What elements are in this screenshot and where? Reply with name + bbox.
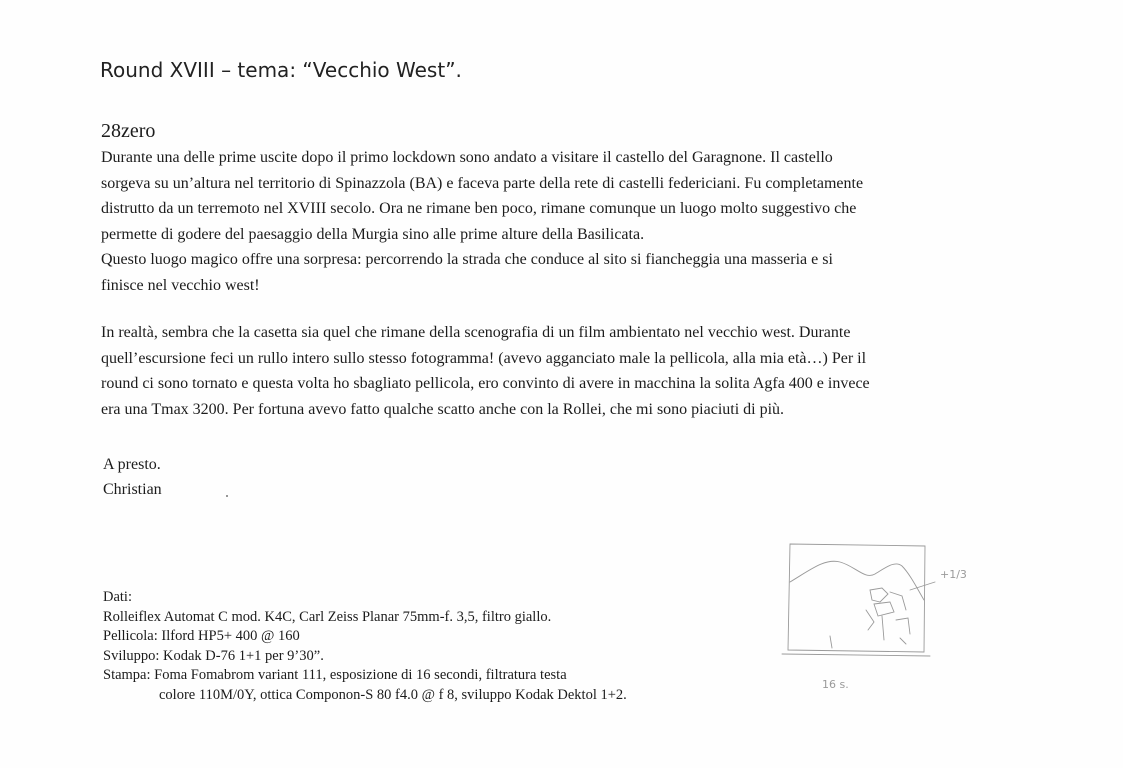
dati-camera: Rolleiflex Automat C mod. K4C, Carl Zeiss Planar 75mm-f. 3,5, filtro giallo. [103,608,552,625]
paragraph-line: finisce nel vecchio west! [101,276,260,294]
paragraph-line: permette di godere del paesaggio della Murgia sino alle prime alture della Basilicata. [101,225,645,243]
dati-development: Sviluppo: Kodak D-76 1+1 per 9’30”. [103,647,324,664]
paragraph-1 [101,145,1036,298]
paragraph-line: era una Tmax 3200. Per fortuna avevo fatto qualche scatto anche con la Rollei, che mi sono piaciuti di più. [101,400,785,418]
paragraph-line: In realtà, sembra che la casetta sia quel che rimane della scenografia di un film ambientato nel vecchio west. Durante [101,324,851,341]
sketch-side-note: +1/3 [940,568,967,581]
paragraph-line: Questo luogo magico offre una sorpresa: percorrendo la strada che conduce al sito si fiancheggia una masseria e si [101,251,833,268]
sketch-bottom-note: 16 s. [822,678,849,691]
page-title: Round XVIII – tema: “Vecchio West”. [100,58,462,82]
paragraph-line: Durante una delle prime uscite dopo il primo lockdown sono andato a visitare il castello del Garagnone. Il castello [101,149,833,166]
paragraph-line: distrutto da un terremoto nel XVIII secolo. Ora ne rimane ben poco, rimane comunque un luogo molto suggestivo che [101,200,857,217]
author-name: 28zero [101,120,156,142]
dati-print: Stampa: Foma Fomabrom variant 111, esposizione di 16 secondi, filtratura testa [103,667,567,683]
technical-data [103,588,627,705]
dati-film: Pellicola: Ilford HP5+ 400 @ 160 [103,628,300,644]
paragraph-2 [101,320,1036,422]
scan-speck [226,495,228,497]
paragraph-line: round ci sono tornato e questa volta ho sbagliato pellicola, ero convinto di avere in macchina la solita Agfa 400 e invece [101,375,870,392]
paragraph-line: quell’escursione feci un rullo intero sullo stesso fotogramma! (avevo agganciato male la pellicola, alla mia età…) Per il [101,349,867,367]
closing-greeting: A presto. [103,456,161,473]
paragraph-line: sorgeva su un’altura nel territorio di Spinazzola (BA) e faceva parte della rete di castelli federiciani. Fu completamente [101,174,864,192]
signature-name: Christian [103,481,162,498]
pencil-print-sketch [770,530,970,705]
dati-print-continued: colore 110M/0Y, ottica Componon-S 80 f4.0 @ f 8, sviluppo Kodak Dektol 1+2. [159,686,627,703]
dati-heading: Dati: [103,589,132,605]
closing-signature [103,452,162,502]
